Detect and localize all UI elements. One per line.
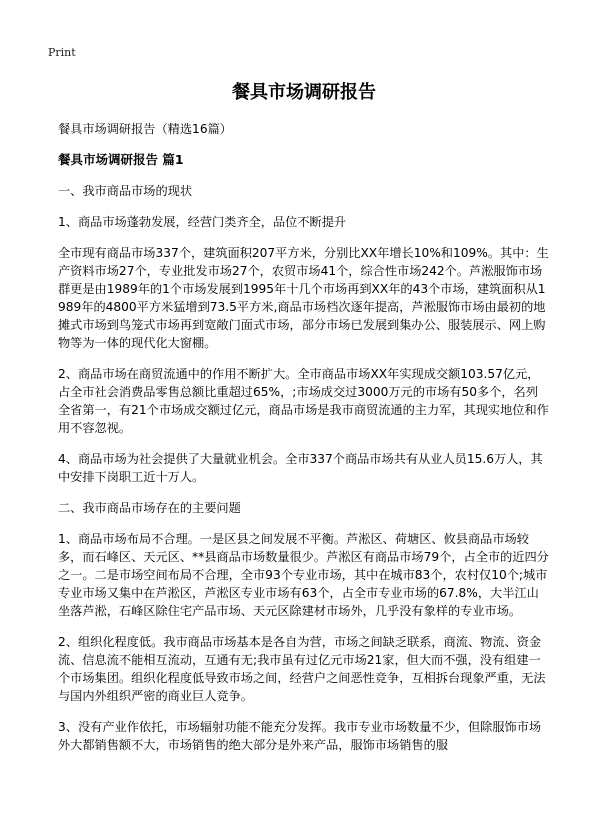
paragraph: 一、我市商品市场的现状: [58, 184, 193, 198]
document-subtitle: 餐具市场调研报告（精选16篇）: [58, 122, 232, 136]
paragraph: 2、组织化程度低。我市商品市场基本是各自为营，市场之间缺乏联系，商流、物流、资金流、信息流不能相互流动，互通有无;我市虽有过亿元市场21家，但大而不强，没有组建一个市场集团。组织化程度低导致市场之间，经营户之间恶性竞争，互相拆台现象严重，无法与国内外组织严密的商业巨人竞争。: [58, 635, 546, 703]
paragraph: 3、没有产业作依托，市场辐射功能不能充分发挥。我市专业市场数量不少，但除服饰市场外大都销售额不大，市场销售的绝大部分是外来产品，服饰市场销售的服: [58, 720, 542, 752]
document-body: [58, 80, 550, 767]
print-link[interactable]: Print: [48, 46, 76, 59]
paragraph: 4、商品市场为社会提供了大量就业机会。全市337个商品市场共有从业人员15.6万人，其中安排下岗职工近十万人。: [58, 452, 543, 484]
paragraph: 二、我市商品市场存在的主要问题: [58, 501, 241, 515]
paragraph: 1、商品市场布局不合理。一是区县之间发展不平衡。芦淞区、荷塘区、攸县商品市场较多，而石峰区、天元区、**县商品市场数量很少。芦淞区有商品市场79个，占全市的近四分之一。二是市场空间布局不合理，全市93个专业市场，其中在城市83个，农村仅10个;城市专业市场又集中在芦淞区，芦淞区专业市场有63个，占全市专业市场的67.8%，大半江山坐落芦淞，石峰区除住宅产品市场、天元区除建材市场外，几乎没有象样的专业市场。: [58, 532, 549, 618]
paragraph: 全市现有商品市场337个，建筑面积207平方米，分别比XX年增长10%和109%。其中：生产资料市场27个，专业批发市场27个，农贸市场41个，综合性市场242个。芦淞服饰市场群更是由1989年的1个市场发展到1995年十几个市场再到XX年的43个市场，建筑面积从1989年的4800平方米猛增到73.5平方米,商品市场档次逐年提高，芦淞服饰市场由最初的地摊式市场到鸟笼式市场再到宽敞门面式市场，部分市场已发展到集办公、服装展示、网上购物等为一体的现代化大窗棚。: [58, 246, 549, 350]
paragraph: 1、商品市场蓬勃发展，经营门类齐全，品位不断提升: [58, 215, 347, 229]
paragraph: 2、商品市场在商贸流通中的作用不断扩大。全市商品市场XX年实现成交额103.57亿元，占全市社会消费品零售总额比重超过65%，;市场成交过3000万元的市场有50多个，名列全省第一，有21个市场成交额过亿元，商品市场是我市商贸流通的主力军，其现实地位和作用不容忽视。: [58, 367, 549, 435]
document-title: 餐具市场调研报告: [232, 82, 376, 103]
section-heading: 餐具市场调研报告 篇1: [58, 152, 184, 167]
